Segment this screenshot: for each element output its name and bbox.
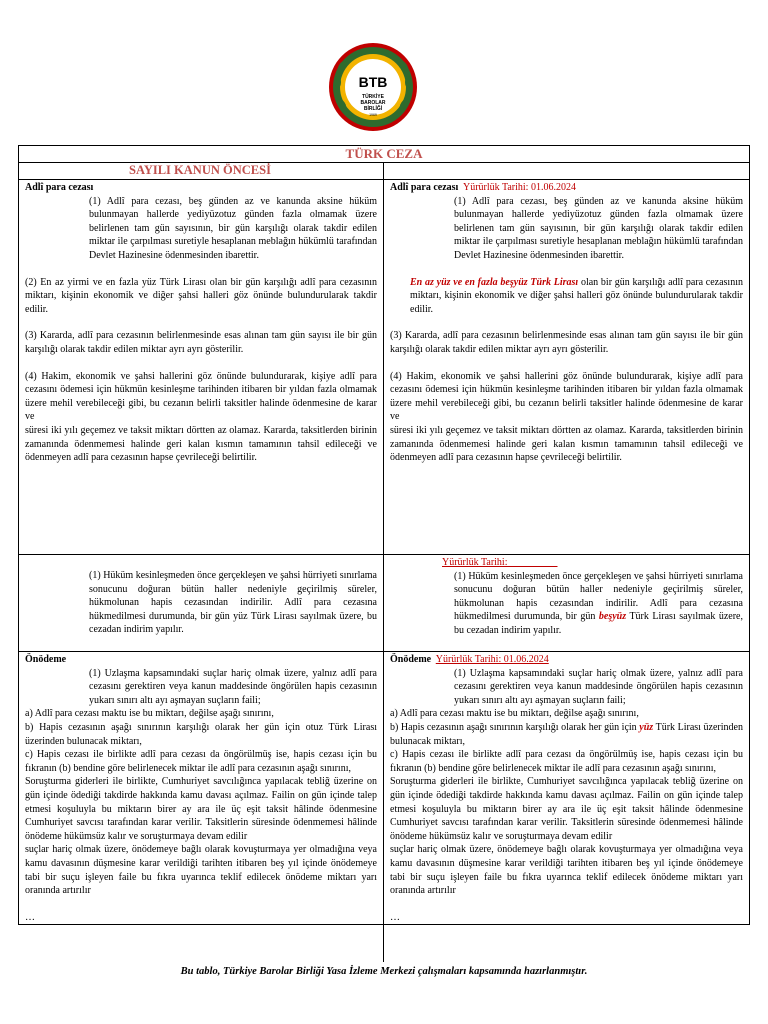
left-cell xyxy=(19,180,384,554)
effective-date: Yürürlük Tarihi: 01.06.2024 xyxy=(462,182,576,193)
paragraph: (3) Kararda, adlî para cezasının belirlenmesinde esas alınan tam gün sayısı ile bir gün karşılığı olarak takdir edilen miktar ayrı ayrı gösterilir. xyxy=(390,330,743,355)
paragraph: (1) Uzlaşma kapsamındaki suçlar hariç olmak üzere, yalnız adlî para cezasını gerektiren veya kanun maddesinde öngörülen hapis cezasının yukarı sınırı altı ayı aşmayan suçların faili; xyxy=(89,667,377,706)
list-item: c) Hapis cezası ile birlikte adlî para cezası da öngörülmüş ise, hapis cezası için bu fıkranın (b) bendine göre belirlenecek miktar ile adlî para cezasının aşağı sınırını, xyxy=(25,749,377,774)
table-row xyxy=(19,180,749,555)
changed-text: beşyüz xyxy=(598,611,627,623)
paragraph: olan bir gün karşılığı adlî para cezasının miktarı, kişinin ekonomik ve diğer şahsi halleri göz önünde bulundurularak takdir edilir. xyxy=(410,276,743,315)
paragraph: (1) Uzlaşma kapsamındaki suçlar hariç olmak üzere, yalnız adlî para cezasını gerektiren veya kanun maddesinde öngörülen hapis cezasının yukarı sınırı altı ayı aşmayan suçların faili; xyxy=(454,667,743,706)
paragraph: (1) Hüküm kesinleşmeden önce gerçekleşen ve şahsi hürriyeti sınırlama sonucunu doğuran bütün haller nedeniyle geçirilmiş süreler, hükmolunan hapis cezasından indirilir. Adlî para cezasına hükmedilmesi durumunda, bir gün yüz Türk Lirası sayılmak üzere, bu cezadan indirim yapılır. xyxy=(89,570,377,636)
section-heading: Adlî para cezası xyxy=(390,182,459,193)
subhead-row xyxy=(19,163,749,180)
svg-text:BTB: BTB xyxy=(358,74,388,90)
effective-date: Yürürlük Tarihi: 01.06.2024 xyxy=(435,654,549,665)
paragraph: (4) Hakim, ekonomik ve şahsi hallerini göz önünde bulundurarak, kişiye adlî para cezasını ödemesi için hükmün kesinleşme tarihinden itibaren bir yıldan fazla olmamak üzere mehil verebileceği gibi, bu cezanın belirli taksitler halinde ödenmesine de karar ve xyxy=(25,370,377,423)
tbb-logo xyxy=(328,42,418,132)
table-row xyxy=(19,555,749,652)
paragraph: suçlar hariç olmak üzere, önödemeye bağlı olarak kovuşturmaya yer olmadığına veya kamu davasının düşmesine karar verildiği tarihten itibaren beş yıl içinde önödemeye tabi bir suçu işleyen faile bu fıkra uyarınca teklif edilecek önödeme miktarı yarı oranında artırılır xyxy=(25,844,377,897)
paragraph: (1) Adlî para cezası, beş günden az ve kanunda aksine hüküm bulunmayan hallerde yediyüzotuz günden fazla olmamak üzere belirlenen tam gün sayısının, bir gün karşılığı olarak takdir edilen miktar ile çarpılması suretiyle hesaplanan meblağın hükümlü tarafından Devlet Hazinesine ödenmesinden ibarettir. xyxy=(454,195,743,261)
right-cell xyxy=(384,555,749,651)
table-row xyxy=(19,652,749,962)
paragraph: Soruşturma giderleri ile birlikte, Cumhuriyet savcılığınca yapılacak tebliğ üzerine on gün içinde ödediği takdirde hakkında kamu davası açılmaz. Failin on gün içinde talep etmesi koşuluyla bu miktarın birer ay ara ile üç eşit taksit hâlinde ödenmesine Cumhuriyet savcısı tarafından karar verilir. Taksitlerin süresinde ödenmemesi hâlinde önödeme hükümsüz kalır ve soruşturmaya devam edilir xyxy=(390,776,743,842)
footer-note: Bu tablo, Türkiye Barolar Birliği Yasa İzleme Merkezi çalışmaları kapsamında hazırlanmıştır. xyxy=(180,966,588,977)
paragraph: süresi iki yılı geçemez ve taksit miktarı dörtten az olamaz. Kararda, taksitlerden birinin zamanında ödenmemesi halinde geri kalan kısmın tamamının tahsil edileceği ve ödenmeyen adlî para cezasının hapse çevrileceği belirtilir. xyxy=(390,424,743,464)
list-item: a) Adlî para cezası maktu ise bu miktarı, değilse aşağı sınırını, xyxy=(390,708,639,720)
svg-text:1969: 1969 xyxy=(369,113,377,117)
paragraph: (3) Kararda, adlî para cezasının belirlenmesinde esas alınan tam gün sayısı ile bir gün karşılığı olarak takdir edilen miktar ayrı ayrı gösterilir. xyxy=(25,330,377,355)
section-heading: Adlî para cezası xyxy=(25,182,94,193)
list-item: a) Adlî para cezası maktu ise bu miktarı, değilse aşağı sınırını, xyxy=(25,708,274,720)
effective-date: Yürürlük Tarihi: xyxy=(442,557,508,568)
ellipsis: … xyxy=(25,911,35,923)
paragraph: süresi iki yılı geçemez ve taksit miktarı dörtten az olamaz. Kararda, taksitlerden birinin zamanında ödenmemesi halinde geri kalan kısmın tamamının tahsil edileceği ve ödenmeyen adlî para cezasının hapse çevrileceği belirtilir. xyxy=(25,424,377,464)
paragraph: Türk Lirası sayılmak üzere, bu cezadan indirim yapılır. xyxy=(454,611,743,636)
section-heading: Önödeme xyxy=(390,654,432,665)
svg-text:TÜRKİYE: TÜRKİYE xyxy=(362,94,384,100)
comparison-table xyxy=(18,145,750,925)
list-item: b) Hapis cezasının aşağı sınırının karşılığı olarak her gün için xyxy=(390,721,640,733)
section-heading: Önödeme xyxy=(25,654,67,665)
changed-text: En az yüz ve en fazla beşyüz Türk Lirası xyxy=(410,276,579,288)
paragraph: (1) Adlî para cezası, beş günden az ve kanunda aksine hüküm bulunmayan hallerde yediyüzotuz günden fazla olmamak üzere belirlenen tam gün sayısının, bir gün karşılığı olarak takdir edilen miktar ile çarpılması suretiyle hesaplanan meblağın hükümlü tarafından Devlet Hazinesine ödenmesinden ibarettir. xyxy=(89,195,377,261)
ellipsis: … xyxy=(390,911,400,923)
svg-text:BİRLİĞİ: BİRLİĞİ xyxy=(363,106,383,112)
right-column-header xyxy=(384,163,749,179)
right-cell xyxy=(384,180,749,554)
list-item: Türk Lirası üzerinden bulunacak miktarı, xyxy=(390,721,743,747)
table-title: TÜRK CEZA xyxy=(19,146,749,163)
paragraph: (1) Hüküm kesinleşmeden önce gerçekleşen ve şahsi hürriyeti sınırlama sonucunu doğuran bütün haller nedeniyle geçirilmiş süreler, hükmolunan hapis cezasından indirilir. Adlî para cezasına hükmedilmesi durumunda, bir gün xyxy=(454,570,743,623)
right-cell xyxy=(384,652,749,962)
list-item: c) Hapis cezası ile birlikte adlî para cezası da öngörülmüş ise, hapis cezası için bu fıkranın (b) bendine göre belirlenecek miktar ile adlî para cezasının aşağı sınırını, xyxy=(390,749,743,774)
paragraph: (4) Hakim, ekonomik ve şahsi hallerini göz önünde bulundurarak, kişiye adlî para cezasını ödemesi için hükmün kesinleşme tarihinden itibaren bir yıldan fazla olmamak üzere mehil verebileceği gibi, bu cezanın belirli taksitler halinde ödenmesine de karar ve xyxy=(390,370,743,423)
left-cell xyxy=(19,555,384,651)
svg-text:BAROLAR: BAROLAR xyxy=(360,100,386,106)
paragraph: suçlar hariç olmak üzere, önödemeye bağlı olarak kovuşturmaya yer olmadığına veya kamu davasının düşmesine karar verildiği tarihten itibaren beş yıl içinde önödemeye tabi bir suçu işleyen faile bu fıkra uyarınca teklif edilecek önödeme miktarı yarı oranında artırılır xyxy=(390,844,743,897)
left-cell xyxy=(19,652,384,962)
left-column-header: SAYILI KANUN ÖNCESİ xyxy=(19,163,384,179)
paragraph: (2) En az yirmi ve en fazla yüz Türk Lirası olan bir gün karşılığı adlî para cezasının miktarı, kişinin ekonomik ve diğer şahsi halleri göz önünde bulundurularak takdir edilir. xyxy=(25,276,377,315)
paragraph: Soruşturma giderleri ile birlikte, Cumhuriyet savcılığınca yapılacak tebliğ üzerine on gün içinde ödediği takdirde hakkında kamu davası açılmaz. Failin on gün içinde talep etmesi koşuluyla bu miktarın birer ay ara ile üç eşit taksit hâlinde ödenmesine Cumhuriyet savcısı tarafından karar verilir. Taksitlerin süresinde ödenmemesi hâlinde önödeme hükümsüz kalır ve soruşturmaya devam edilir xyxy=(25,776,377,842)
changed-text: yüz xyxy=(639,721,654,733)
list-item: b) Hapis cezasının aşağı sınırının karşılığı olarak her gün için otuz Türk Lirası üzerinden bulunacak miktarı, xyxy=(25,721,377,747)
